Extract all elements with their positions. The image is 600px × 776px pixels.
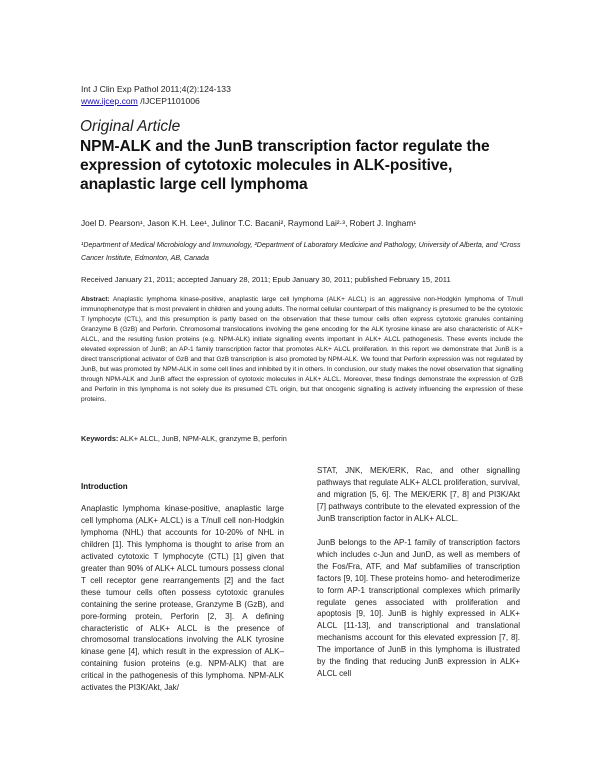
abstract-text: Anaplastic lymphoma kinase-positive, anaplastic large cell lymphoma (ALK+ ALCL) is an aggressive non-Hodgkin lymphoma of T/null immunophenotype that is most prevalent in children and young adults. The normal cellular counterpart of this malignancy is presumed to be the cytotoxic T lymphocyte (CTL), and this presumption is partly based on the observation that these tumour cells often express cytotoxic granules containing Granzyme B (GzB) and Perforin. Chromosomal translocations involving the gene encoding for the ALK tyrosine kinase are also characteristic of ALK+ ALCL, and the resulting fusion proteins (e.g. NPM-ALK) initiate signalling events important in ALK+ ALCL pathogenesis. These events include the elevated expression of JunB; an AP-1 family transcription factor that promotes ALK+ ALCL proliferation. In this report we demonstrate that JunB is a direct transcriptional activator of GzB and that GzB transcription is also promoted by NPM-ALK. We found that Perforin expression was not regulated by JunB, but was promoted by NPM-ALK in some cell lines and inhibited by it in others. In conclusion, our study makes the novel observation that signalling through NPM-ALK and JunB affect the expression of cytotoxic molecules in ALK+ ALCL. Moreover, these findings demonstrate the expression of GzB and Perforin in this lymphoma is not solely due its presumed CTL origin, but that oncogenic signalling is actively influencing the expression of these proteins. — [81, 296, 523, 403]
journal-citation: Int J Clin Exp Pathol 2011;4(2):124-133 — [81, 84, 231, 94]
body-column-right — [317, 465, 520, 680]
keywords-label: Keywords: — [81, 434, 119, 443]
keywords-text: ALK+ ALCL, JunB, NPM-ALK, granzyme B, perforin — [118, 434, 287, 443]
abstract — [81, 295, 523, 404]
keywords — [81, 434, 287, 443]
intro-paragraph-2: JunB belongs to the AP-1 family of transcription factors which includes c-Jun and JunD, as well as members of the Fos/Fra, ATF, and Maf subfamilies of transcription factors [9, 10]. These proteins homo- and heterodimerize to form AP-1 transcriptional complexes which primarily regulate genes associated with proliferation and apoptosis [9, 10]. JunB is highly expressed in ALK+ ALCL [11-13], and transcriptional and translational mechanisms account for this elevated expression [7, 8]. The importance of JunB in this lymphoma is illustrated by the finding that reducing JunB expression in ALK+ ALCL cell — [317, 537, 520, 679]
journal-link[interactable]: www.ijcep.com — [81, 95, 138, 106]
section-heading-introduction: Introduction — [81, 482, 128, 491]
intro-paragraph-1-continued: STAT, JNK, MEK/ERK, Rac, and other signalling pathways that regulate ALK+ ALCL proliferation, survival, and migration [5, 6]. The MEK/ERK [7, 8] and PI3K/Akt [7] pathways contribute to the elevated expression of the JunB transcription factor in ALK+ ALCL. — [317, 466, 520, 523]
article-type: Original Article — [80, 118, 181, 135]
affiliations: ¹Department of Medical Microbiology and Immunology, ²Department of Laboratory Medicine and Pathology, University of Alberta, and ³Cross Cancer Institute, Edmonton, AB, Canada — [81, 241, 521, 262]
paper-title: NPM-ALK and the JunB transcription factor regulate the expression of cytotoxic molecules in ALK-positive, anaplastic large cell lymphoma — [80, 138, 490, 193]
journal-doi: /IJCEP1101006 — [137, 95, 200, 106]
body-column-left — [81, 503, 284, 694]
intro-paragraph-1: Anaplastic lymphoma kinase-positive, anaplastic large cell lymphoma (ALK+ ALCL) is a T/null cell non-Hodgkin lymphoma (NHL) that accounts for 10-20% of NHL in children [1]. This lymphoma is thought to arise from an activated cytotoxic T lymphocyte (CTL) [1] given that greater than 90% of ALK+ ALCL tumours possess clonal T cell receptor gene rearrangements [2] and the fact these tumour cells often possess cytotoxic granules containing the serine protease, Granzyme B (GzB), and pore-forming protein, Perforin [2, 3]. A defining characteristic of ALK+ ALCL is the presence of chromosomal translocations involving the ALK tyrosine kinase gene [4], which result in the expression of ALK–containing fusion proteins (e.g. NPM-ALK) that are critical in the pathogenesis of this lymphoma. NPM-ALK activates the PI3K/Akt, Jak/ — [81, 504, 284, 693]
publication-dates: Received January 21, 2011; accepted January 28, 2011; Epub January 30, 2011; published February 15, 2011 — [81, 275, 451, 284]
journal-link-line — [81, 96, 231, 108]
author-list: Joel D. Pearson¹, Jason K.H. Lee¹, Julinor T.C. Bacani², Raymond Lai²·³, Robert J. Ingham¹ — [81, 218, 417, 228]
journal-info — [81, 84, 231, 107]
abstract-label: Abstract: — [81, 296, 110, 303]
